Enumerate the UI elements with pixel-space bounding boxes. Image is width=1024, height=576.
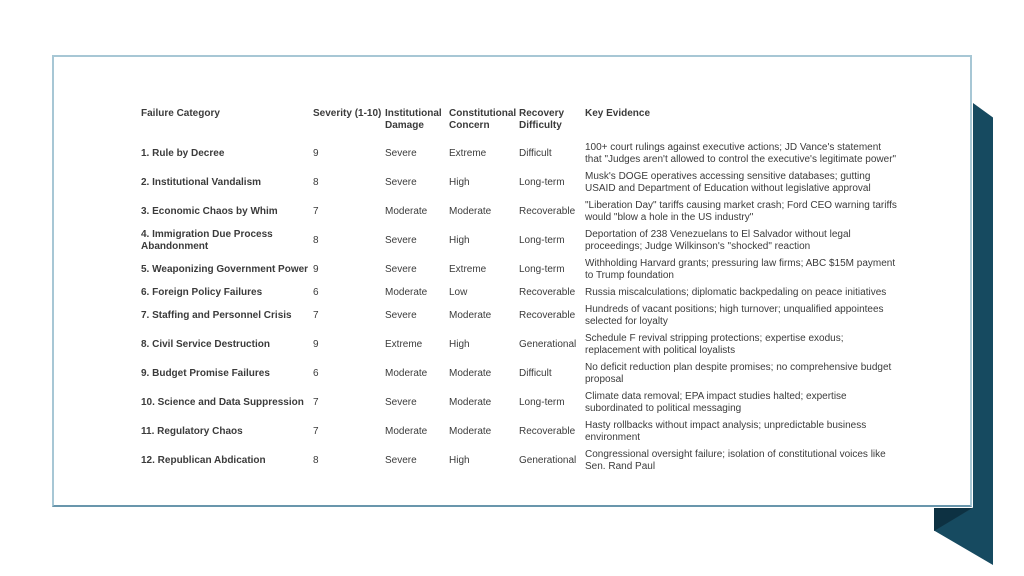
cell-category: 2. Institutional Vandalism	[141, 176, 262, 188]
cell-recovery: Recoverable	[519, 309, 576, 321]
cell-concern: Low	[449, 286, 468, 298]
cell-evidence: Schedule F revival stripping protections; expertise exodus; replacement with political loyalists	[585, 332, 844, 356]
cell-severity: 8	[313, 234, 319, 246]
cell-evidence: 100+ court rulings against executive actions; JD Vance's statement that "Judges aren't allowed to control the executive's legitimate power"	[585, 141, 897, 165]
cell-concern: High	[449, 176, 470, 188]
cell-category: 3. Economic Chaos by Whim	[141, 205, 278, 217]
cell-evidence: Russia miscalculations; diplomatic backpedaling on peace initiatives	[585, 286, 887, 298]
cell-recovery: Long-term	[519, 263, 565, 275]
table-container	[141, 108, 901, 475]
cell-category: 8. Civil Service Destruction	[141, 338, 270, 350]
cell-concern: Moderate	[449, 367, 492, 379]
cell-damage: Severe	[385, 454, 417, 466]
table-row	[141, 301, 901, 330]
column-header-key-evidence: Key Evidence	[585, 108, 651, 119]
table-row	[141, 330, 901, 359]
cell-concern: High	[449, 338, 470, 350]
table-row	[141, 446, 901, 475]
column-header-recovery-difficulty: Recovery Difficulty	[519, 108, 565, 131]
table-row	[141, 359, 901, 388]
cell-category: 1. Rule by Decree	[141, 147, 225, 159]
cell-damage: Moderate	[385, 425, 428, 437]
table-row	[141, 197, 901, 226]
table-header-row	[141, 108, 901, 139]
cell-severity: 7	[313, 425, 319, 437]
cell-recovery: Recoverable	[519, 286, 576, 298]
cell-recovery: Long-term	[519, 396, 565, 408]
table-row	[141, 255, 901, 284]
cell-evidence: "Liberation Day" tariffs causing market crash; Ford CEO warning tariffs would "blow a hole in the US industry"	[585, 199, 897, 223]
cell-severity: 9	[313, 263, 319, 275]
cell-category: 9. Budget Promise Failures	[141, 367, 270, 379]
table-row	[141, 284, 901, 301]
cell-concern: High	[449, 454, 470, 466]
cell-category: 4. Immigration Due Process Abandonment	[141, 228, 273, 252]
cell-severity: 6	[313, 367, 319, 379]
cell-damage: Moderate	[385, 205, 428, 217]
cell-recovery: Difficult	[519, 367, 552, 379]
table-row	[141, 388, 901, 417]
cell-severity: 9	[313, 147, 319, 159]
cell-recovery: Difficult	[519, 147, 552, 159]
table-row	[141, 139, 901, 168]
column-header-institutional-damage: Institutional Damage	[385, 108, 442, 131]
cell-recovery: Long-term	[519, 176, 565, 188]
cell-concern: Moderate	[449, 205, 492, 217]
column-header-failure-category: Failure Category	[141, 108, 220, 119]
cell-severity: 7	[313, 205, 319, 217]
failure-assessment-table	[141, 108, 901, 475]
slide-canvas	[52, 55, 972, 507]
cell-category: 11. Regulatory Chaos	[141, 425, 243, 437]
cell-evidence: Climate data removal; EPA impact studies halted; expertise subordinated to political messaging	[585, 390, 847, 414]
cell-damage: Moderate	[385, 286, 428, 298]
cell-damage: Severe	[385, 147, 417, 159]
cell-category: 7. Staffing and Personnel Crisis	[141, 309, 292, 321]
cell-concern: Moderate	[449, 396, 492, 408]
cell-evidence: Hundreds of vacant positions; high turnover; unqualified appointees selected for loyalty	[585, 303, 884, 327]
cell-recovery: Generational	[519, 338, 577, 350]
cell-evidence: Withholding Harvard grants; pressuring law firms; ABC $15M payment to Trump foundation	[585, 257, 896, 281]
cell-category: 12. Republican Abdication	[141, 454, 266, 466]
cell-severity: 8	[313, 454, 319, 466]
table-row	[141, 417, 901, 446]
cell-concern: High	[449, 234, 470, 246]
column-header-constitutional-concern: Constitutional Concern	[449, 108, 517, 131]
cell-damage: Severe	[385, 263, 417, 275]
cell-evidence: Hasty rollbacks without impact analysis; unpredictable business environment	[585, 419, 867, 443]
cell-category: 10. Science and Data Suppression	[141, 396, 304, 408]
cell-recovery: Long-term	[519, 234, 565, 246]
ribbon-fold-shape	[934, 508, 973, 531]
cell-severity: 6	[313, 286, 319, 298]
cell-damage: Severe	[385, 309, 417, 321]
cell-category: 5. Weaponizing Government Power	[141, 263, 309, 275]
cell-severity: 7	[313, 396, 319, 408]
cell-concern: Moderate	[449, 425, 492, 437]
cell-evidence: Congressional oversight failure; isolation of constitutional voices like Sen. Rand Paul	[585, 448, 886, 472]
cell-damage: Extreme	[385, 338, 423, 350]
cell-category: 6. Foreign Policy Failures	[141, 286, 263, 298]
cell-evidence: Musk's DOGE operatives accessing sensitive databases; gutting USAID and Department of Education without legislative approval	[585, 170, 871, 194]
cell-severity: 8	[313, 176, 319, 188]
cell-recovery: Recoverable	[519, 205, 576, 217]
cell-concern: Moderate	[449, 309, 492, 321]
cell-damage: Severe	[385, 176, 417, 188]
cell-evidence: No deficit reduction plan despite promises; no comprehensive budget proposal	[585, 361, 892, 385]
cell-evidence: Deportation of 238 Venezuelans to El Salvador without legal proceedings; Judge Wilkinson's "shocked" reaction	[585, 228, 851, 252]
cell-damage: Severe	[385, 234, 417, 246]
cell-concern: Extreme	[449, 263, 487, 275]
table-row	[141, 168, 901, 197]
cell-damage: Severe	[385, 396, 417, 408]
cell-concern: Extreme	[449, 147, 487, 159]
cell-severity: 9	[313, 338, 319, 350]
table-row	[141, 226, 901, 255]
cell-damage: Moderate	[385, 367, 428, 379]
cell-severity: 7	[313, 309, 319, 321]
cell-recovery: Recoverable	[519, 425, 576, 437]
cell-recovery: Generational	[519, 454, 577, 466]
column-header-severity: Severity (1-10)	[313, 108, 382, 119]
